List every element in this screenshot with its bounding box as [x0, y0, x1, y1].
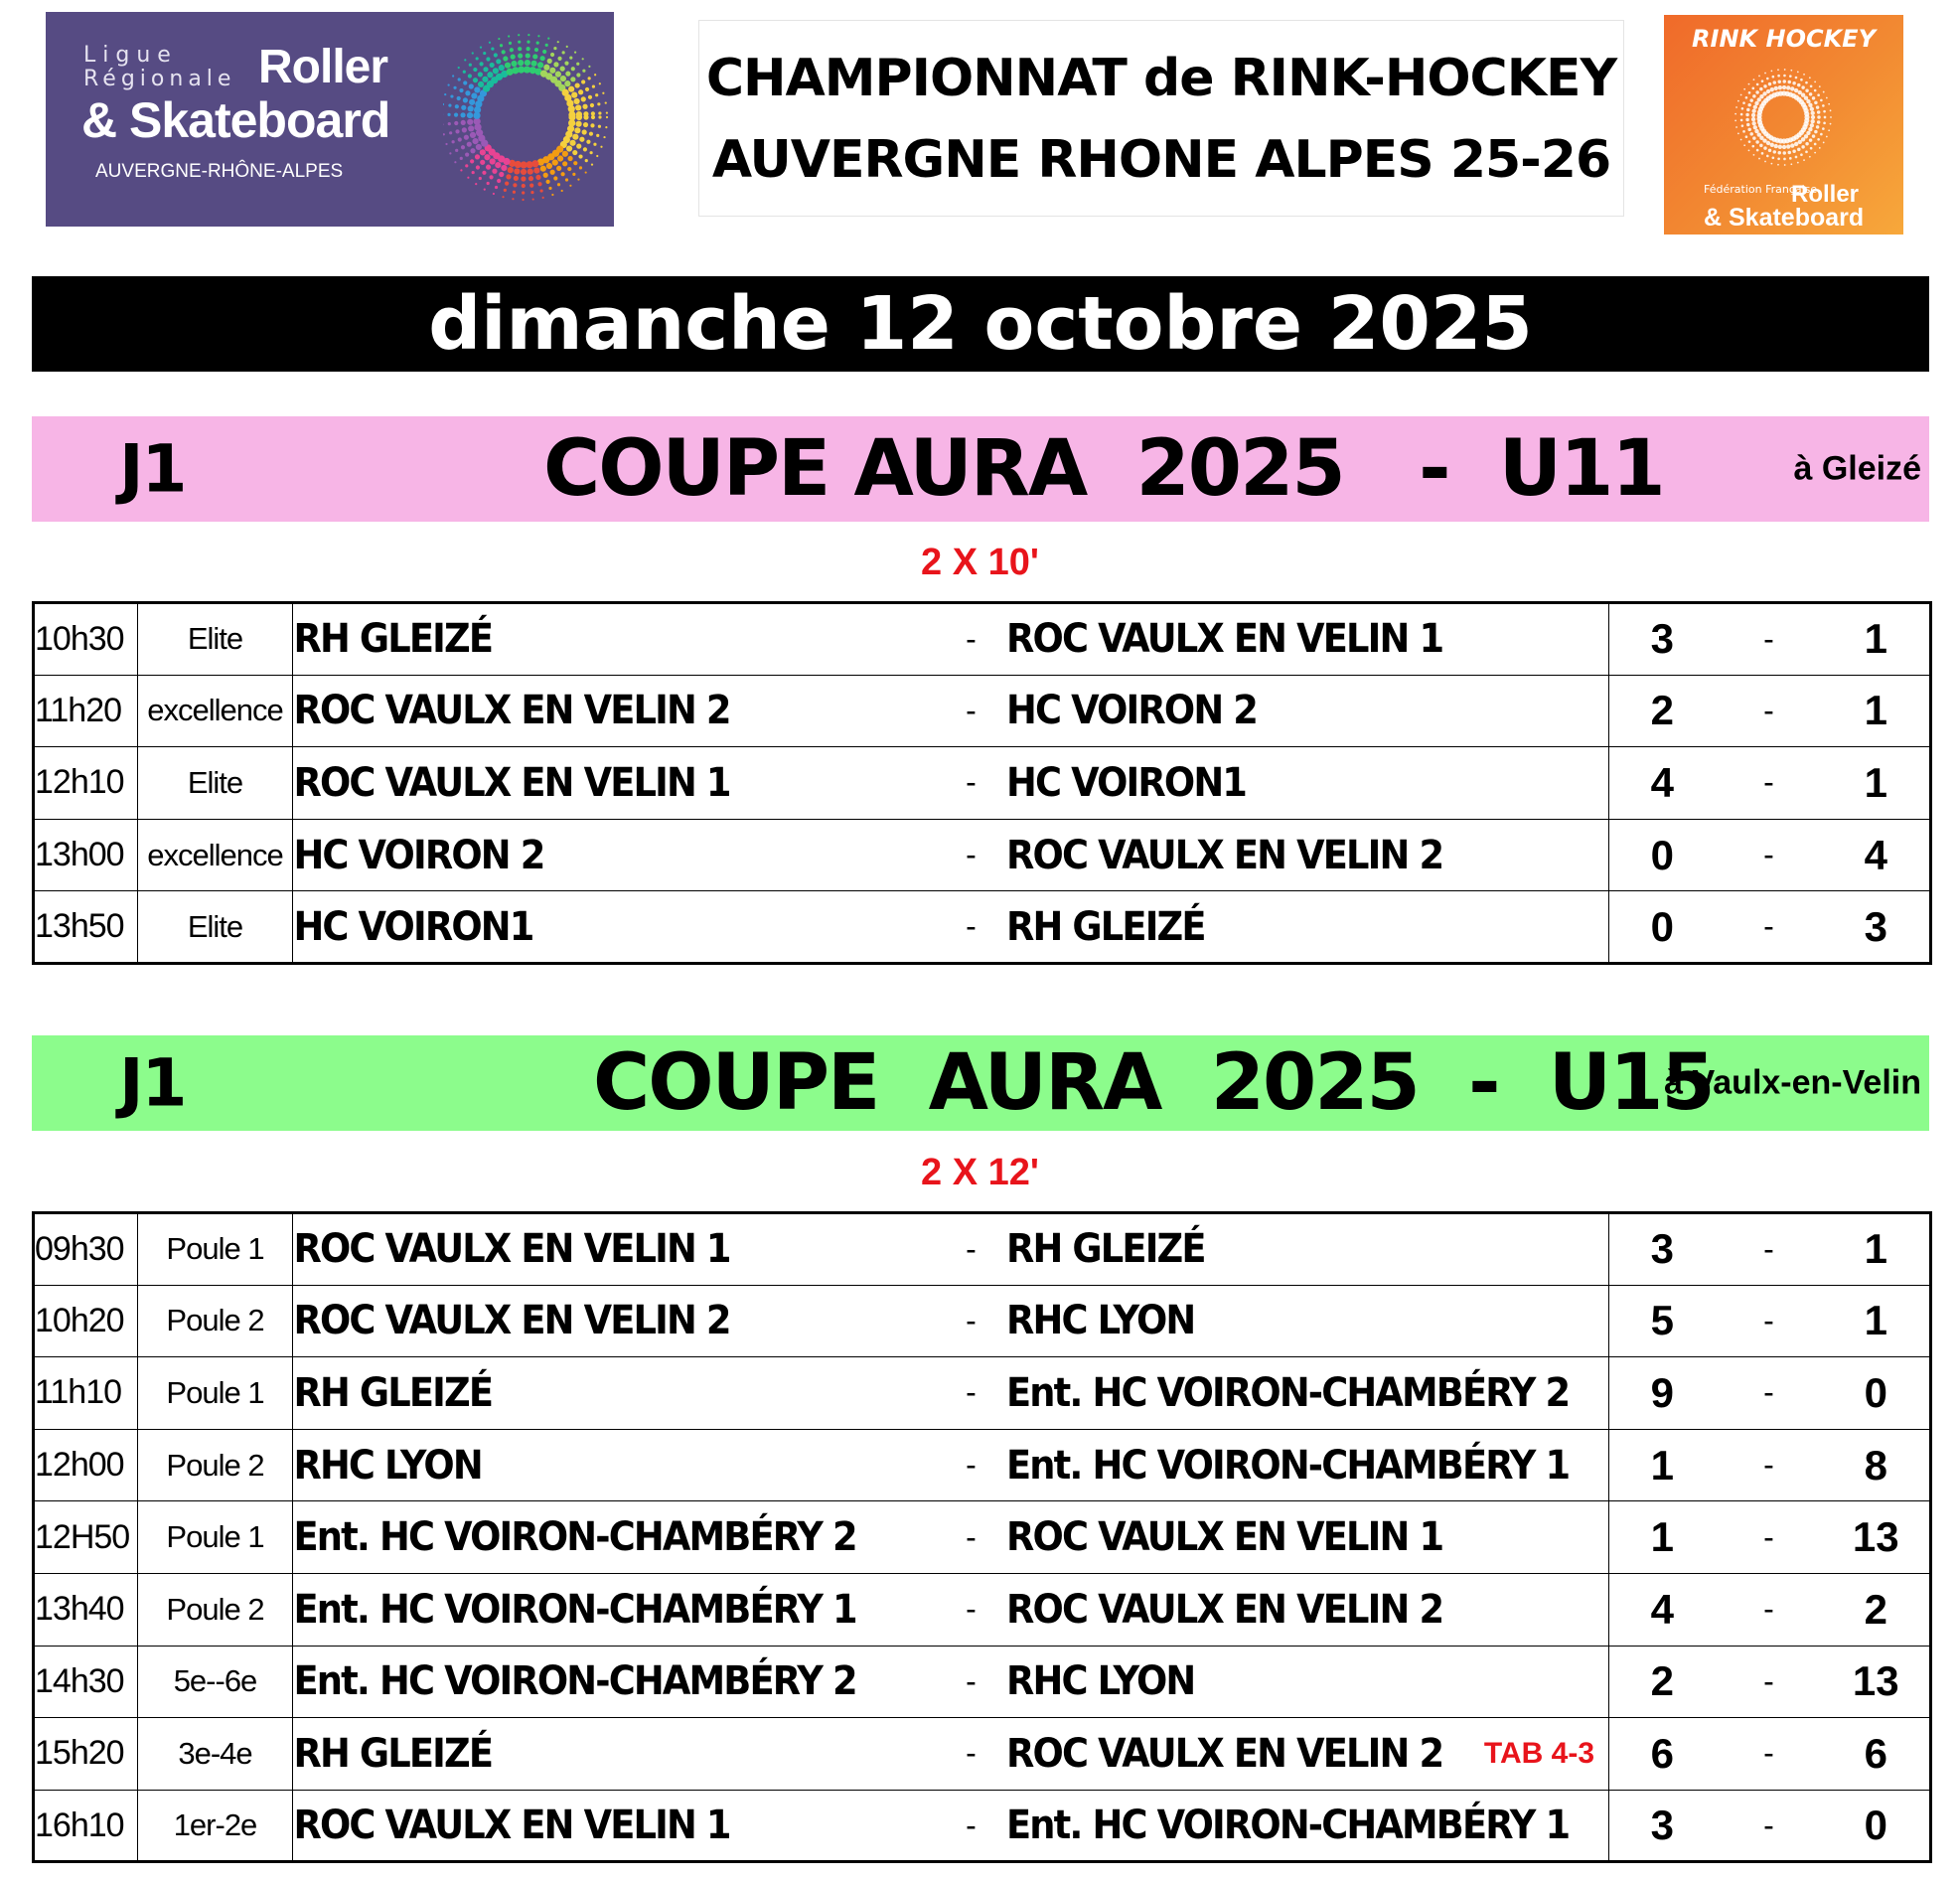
- home-team: Ent. HC VOIRON-CHAMBÉRY 2: [293, 1501, 885, 1574]
- match-row: [34, 1357, 1931, 1430]
- home-score: 9: [1609, 1357, 1716, 1430]
- home-team: RHC LYON: [293, 1429, 885, 1501]
- score-separator: -: [1716, 675, 1823, 747]
- away-team-name: ROC VAULX EN VELIN 1: [1005, 1514, 1442, 1561]
- home-team: Ent. HC VOIRON-CHAMBÉRY 1: [293, 1573, 885, 1646]
- match-row: [34, 675, 1931, 747]
- match-time: 15h20: [34, 1718, 138, 1791]
- home-score: 0: [1609, 891, 1716, 964]
- home-score: 4: [1609, 1573, 1716, 1646]
- away-team-name: ROC VAULX EN VELIN 2: [1005, 832, 1442, 878]
- away-score: 13: [1823, 1646, 1931, 1718]
- match-time: 09h30: [34, 1213, 138, 1286]
- away-team-name: ROC VAULX EN VELIN 2: [1005, 1730, 1442, 1777]
- away-score: 13: [1823, 1501, 1931, 1574]
- match-time: 13h50: [34, 891, 138, 964]
- match-time: 14h30: [34, 1646, 138, 1718]
- away-score: 1: [1823, 747, 1931, 820]
- away-team-name: RHC LYON: [1005, 1298, 1194, 1344]
- teams-separator: -: [937, 675, 1006, 747]
- home-team: HC VOIRON 2: [293, 819, 885, 891]
- away-team-name: RH GLEIZÉ: [1005, 903, 1205, 950]
- championship-title: [698, 20, 1624, 217]
- match-time: 16h10: [34, 1790, 138, 1862]
- home-score: 3: [1609, 603, 1716, 676]
- match-category: Poule 1: [138, 1357, 293, 1430]
- score-separator: -: [1716, 603, 1823, 676]
- home-score: 0: [1609, 819, 1716, 891]
- home-team: RH GLEIZÉ: [293, 1357, 885, 1430]
- away-team: [1006, 819, 1609, 891]
- home-team: RH GLEIZÉ: [293, 1718, 885, 1791]
- venue-label: à Vaulx-en-Velin: [1664, 1063, 1921, 1102]
- match-row: [34, 1646, 1931, 1718]
- away-team: [1006, 675, 1609, 747]
- match-row: [34, 1718, 1931, 1791]
- score-separator: -: [1716, 1573, 1823, 1646]
- home-team: HC VOIRON1: [293, 891, 885, 964]
- match-category: excellence: [138, 675, 293, 747]
- color-burst-icon: [443, 26, 612, 215]
- u11-results-table: [32, 601, 1932, 965]
- section-title: COUPE AURA 2025 - U11: [543, 424, 1664, 514]
- score-separator: -: [1716, 1718, 1823, 1791]
- teams-separator: -: [937, 1285, 1006, 1357]
- away-score: 2: [1823, 1573, 1931, 1646]
- home-score: 4: [1609, 747, 1716, 820]
- match-row: [34, 603, 1931, 676]
- u15-match-duration: 2 X 12': [921, 1152, 1039, 1193]
- teams-separator: -: [937, 891, 1006, 964]
- venue-label: à Gleizé: [1793, 449, 1921, 488]
- teams-separator: -: [937, 603, 1006, 676]
- score-separator: -: [1716, 1213, 1823, 1286]
- match-time: 10h30: [34, 603, 138, 676]
- away-team: [1006, 891, 1609, 964]
- away-score: 1: [1823, 1213, 1931, 1286]
- logo-region-text: AUVERGNE-RHÔNE-ALPES: [95, 161, 344, 182]
- ffrs-roller-text: Roller: [1791, 181, 1860, 208]
- match-time: 11h20: [34, 675, 138, 747]
- score-separator: -: [1716, 891, 1823, 964]
- match-time: 12h00: [34, 1429, 138, 1501]
- ligue-logo: [46, 12, 614, 227]
- u15-results-table: [32, 1211, 1932, 1863]
- home-score: 1: [1609, 1429, 1716, 1501]
- away-score: 1: [1823, 1285, 1931, 1357]
- away-team-name: RHC LYON: [1005, 1658, 1194, 1705]
- match-row: [34, 1501, 1931, 1574]
- logo-ligue-text: Ligue: [83, 43, 178, 68]
- logo-roller-text: Roller: [258, 41, 388, 93]
- away-score: 0: [1823, 1790, 1931, 1862]
- away-score: 8: [1823, 1429, 1931, 1501]
- match-category: 1er-2e: [138, 1790, 293, 1862]
- journee-label: J1: [119, 430, 186, 508]
- match-time: 11h10: [34, 1357, 138, 1430]
- shootout-note: TAB 4-3: [1483, 1736, 1594, 1770]
- teams-separator: -: [937, 1646, 1006, 1718]
- teams-separator: -: [937, 1213, 1006, 1286]
- match-row: [34, 819, 1931, 891]
- match-category: Elite: [138, 603, 293, 676]
- home-score: 3: [1609, 1790, 1716, 1862]
- teams-separator: -: [937, 1790, 1006, 1862]
- title-line-2: AUVERGNE RHONE ALPES 25-26: [711, 130, 1611, 190]
- away-team: [1006, 1285, 1609, 1357]
- match-row: [34, 1573, 1931, 1646]
- score-separator: -: [1716, 747, 1823, 820]
- ffrs-rink-hockey-logo: [1664, 15, 1903, 235]
- away-team: [1006, 1213, 1609, 1286]
- u11-match-duration: 2 X 10': [921, 542, 1039, 583]
- away-team: [1006, 1573, 1609, 1646]
- home-score: 1: [1609, 1501, 1716, 1574]
- home-team: ROC VAULX EN VELIN 1: [293, 1790, 885, 1862]
- match-category: excellence: [138, 819, 293, 891]
- home-team: RH GLEIZÉ: [293, 603, 885, 676]
- home-team: ROC VAULX EN VELIN 1: [293, 1213, 885, 1286]
- home-team: ROC VAULX EN VELIN 2: [293, 675, 885, 747]
- away-score: 1: [1823, 603, 1931, 676]
- away-team-name: ROC VAULX EN VELIN 1: [1005, 616, 1442, 663]
- away-team-name: HC VOIRON 2: [1005, 688, 1257, 734]
- home-team: ROC VAULX EN VELIN 1: [293, 747, 885, 820]
- teams-separator: -: [937, 1501, 1006, 1574]
- match-category: Elite: [138, 747, 293, 820]
- match-category: 3e-4e: [138, 1718, 293, 1791]
- score-separator: -: [1716, 1501, 1823, 1574]
- match-category: Poule 2: [138, 1285, 293, 1357]
- match-row: [34, 1429, 1931, 1501]
- away-team: [1006, 1790, 1609, 1862]
- match-time: 12H50: [34, 1501, 138, 1574]
- title-line-1: CHAMPIONNAT de RINK-HOCKEY: [705, 49, 1617, 108]
- u15-section-header: [32, 1035, 1929, 1131]
- away-team: [1006, 747, 1609, 820]
- away-team-name: Ent. HC VOIRON-CHAMBÉRY 1: [1005, 1442, 1569, 1489]
- score-separator: -: [1716, 819, 1823, 891]
- match-category: Poule 1: [138, 1501, 293, 1574]
- away-team-name: RH GLEIZÉ: [1005, 1226, 1205, 1273]
- home-score: 2: [1609, 675, 1716, 747]
- date-text: dimanche 12 octobre 2025: [428, 281, 1533, 367]
- home-score: 3: [1609, 1213, 1716, 1286]
- away-team: [1006, 1501, 1609, 1574]
- rink-hockey-text: RINK HOCKEY: [1692, 25, 1876, 53]
- match-category: Elite: [138, 891, 293, 964]
- away-team-name: Ent. HC VOIRON-CHAMBÉRY 2: [1005, 1369, 1569, 1416]
- away-score: 3: [1823, 891, 1931, 964]
- teams-separator: -: [937, 1357, 1006, 1430]
- match-category: Poule 1: [138, 1213, 293, 1286]
- teams-separator: -: [937, 819, 1006, 891]
- score-separator: -: [1716, 1285, 1823, 1357]
- away-team: [1006, 1646, 1609, 1718]
- away-team: [1006, 1429, 1609, 1501]
- away-team: [1006, 1718, 1609, 1791]
- date-banner: [32, 276, 1929, 372]
- away-score: 4: [1823, 819, 1931, 891]
- match-category: 5e--6e: [138, 1646, 293, 1718]
- match-category: Poule 2: [138, 1429, 293, 1501]
- away-team-name: ROC VAULX EN VELIN 2: [1005, 1586, 1442, 1633]
- score-separator: -: [1716, 1790, 1823, 1862]
- teams-separator: -: [937, 1429, 1006, 1501]
- match-row: [34, 1213, 1931, 1286]
- match-row: [34, 1285, 1931, 1357]
- match-category: Poule 2: [138, 1573, 293, 1646]
- logo-skateboard-text: & Skateboard: [81, 92, 390, 148]
- home-team: ROC VAULX EN VELIN 2: [293, 1285, 885, 1357]
- away-score: 0: [1823, 1357, 1931, 1430]
- away-team-name: Ent. HC VOIRON-CHAMBÉRY 1: [1005, 1803, 1569, 1849]
- teams-separator: -: [937, 747, 1006, 820]
- journee-label: J1: [119, 1044, 186, 1122]
- home-score: 2: [1609, 1646, 1716, 1718]
- away-team-name: HC VOIRON1: [1005, 759, 1246, 806]
- away-team: [1006, 603, 1609, 676]
- teams-separator: -: [937, 1573, 1006, 1646]
- match-row: [34, 891, 1931, 964]
- match-row: [34, 1790, 1931, 1862]
- match-time: 12h10: [34, 747, 138, 820]
- home-score: 5: [1609, 1285, 1716, 1357]
- u11-section-header: [32, 416, 1929, 522]
- match-time: 13h00: [34, 819, 138, 891]
- ffrs-skateboard-text: & Skateboard: [1704, 204, 1865, 232]
- logo-regionale-text: Régionale: [83, 67, 236, 91]
- section-title: COUPE AURA 2025 - U15: [593, 1038, 1714, 1128]
- score-separator: -: [1716, 1357, 1823, 1430]
- match-time: 10h20: [34, 1285, 138, 1357]
- away-team: [1006, 1357, 1609, 1430]
- away-score: 1: [1823, 675, 1931, 747]
- match-time: 13h40: [34, 1573, 138, 1646]
- match-row: [34, 747, 1931, 820]
- federation-text: Fédération Française: [1704, 183, 1818, 196]
- teams-separator: -: [937, 1718, 1006, 1791]
- home-team: Ent. HC VOIRON-CHAMBÉRY 2: [293, 1646, 885, 1718]
- score-separator: -: [1716, 1646, 1823, 1718]
- score-separator: -: [1716, 1429, 1823, 1501]
- white-burst-icon: [1724, 63, 1843, 172]
- away-score: 6: [1823, 1718, 1931, 1791]
- home-score: 6: [1609, 1718, 1716, 1791]
